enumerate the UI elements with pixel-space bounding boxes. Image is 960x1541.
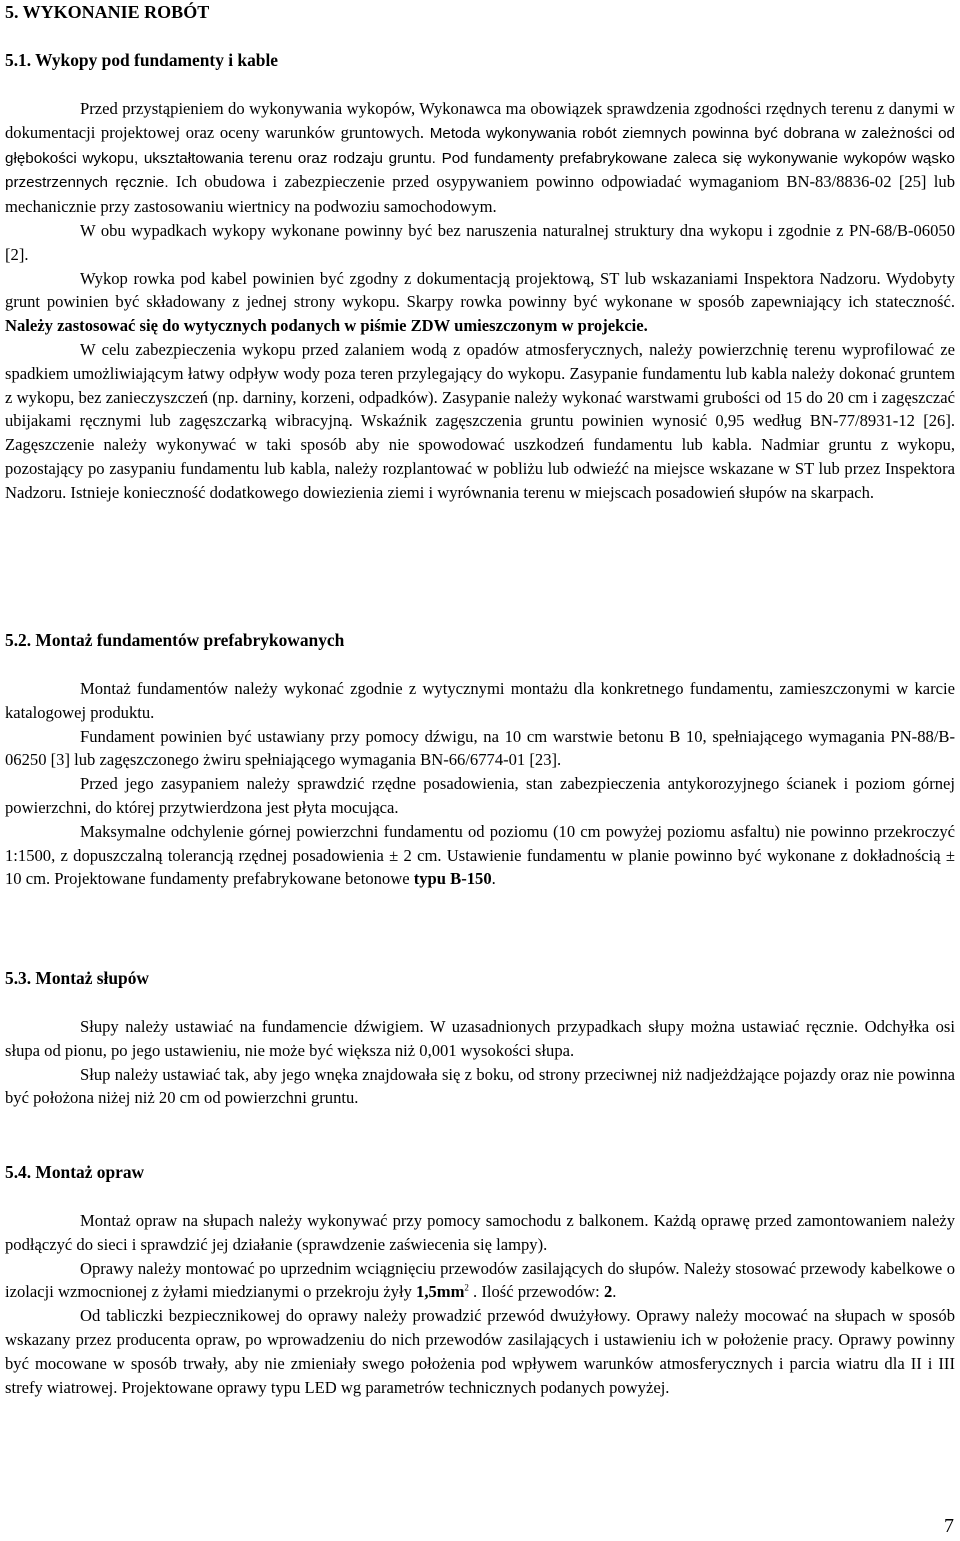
paragraph-text: Wykop rowka pod kabel powinien być zgodny z dokumentacją projektową, ST lub wskazaniami Inspektora Nadzoru. Wydobyty grunt powinien być składowany z jednej strony wykopu. Skarpy rowka powinny być wykonane w sposób zapewniający ich stateczność. [5, 268, 955, 312]
paragraph-text: Metoda wykonywania robót ziemnych powinna być dobrana w zależności od głębokości wykopu, ukształtowania terenu oraz rodzaju gruntu. Pod fundamenty prefabrykowane zaleca się wykonywanie wykopów wąsko przestrzennych ręcznie. [5, 124, 955, 192]
paragraph [5, 267, 955, 338]
superscript: 2 [464, 1282, 469, 1293]
section-title: 5.1. Wykopy pod fundamenty i kable [5, 50, 279, 70]
paragraph: Fundament powinien być ustawiany przy pomocy dźwigu, na 10 cm warstwie betonu B 10, spełniającego wymagania PN-88/B-06250 [3] lub zagęszczonego żwiru spełniającego wymagania BN-66/6774-01 [23]. [5, 726, 955, 770]
bold-type: typu B-150 [413, 869, 492, 889]
bold-value: 1,5mm [416, 1282, 465, 1302]
section-title: 5.4. Montaż opraw [5, 1162, 145, 1182]
paragraph-text: Ich obudowa i zabezpieczenie przed osypywaniem powinno odpowiadać wymaganiom BN-83/8836-02 [25] lub mechanicznie przy zastosowaniu wiertnicy na podwoziu samochodowym. [5, 172, 955, 217]
section-5-2 [5, 628, 955, 891]
paragraph: Od tabliczki bezpiecznikowej do oprawy należy prowadzić przewód dwużyłowy. Oprawy należy mocować na słupach w sposób wskazany przez producenta opraw, po wprowadzeniu do nich przewodów zasilających i ustawieniu ich w położenie pracy. Oprawy powinny być mocowane w sposób trwały, aby nie zmieniały swego położenia pod wpływem warunków atmosferycznych i parcia wiatru dla II i III strefy wiatrowej. Projektowane oprawy typu LED wg parametrów technicznych podanych powyżej. [5, 1306, 955, 1397]
paragraph: Słup należy ustawiać tak, aby jego wnęka znajdowała się z boku, od strony przeciwnej niż nadjeżdżające pojazdy oraz nie powinna być położona niżej niż 20 cm od powierzchni gruntu. [5, 1064, 955, 1108]
paragraph: W obu wypadkach wykopy wykonane powinny być bez naruszenia naturalnej struktury dna wykopu i zgodnie z PN-68/B-06050 [2]. [5, 220, 955, 264]
section-5-1 [5, 48, 955, 505]
paragraph: Montaż opraw na słupach należy wykonywać przy pomocy samochodu z balkonem. Każdą oprawę przed zamontowaniem należy podłączyć do sieci i sprawdzić jej działanie (sprawdzenie zaświecenia się lampy). [5, 1211, 955, 1254]
paragraph: W celu zabezpieczenia wykopu przed zalaniem wodą z opadów atmosferycznych, należy powierzchnię terenu wyprofilować ze spadkiem umożliwiającym łatwy odpływ wody poza teren przylegający do wykopu. Zasypanie fundamentu lub kabla należy dokonać gruntem z wykopu, bez zanieczyszczeń (np. darniny, korzeni, odpadków). Zasypanie należy wykonać warstwami grubości od 15 do 20 cm i zagęszczać ubijakami ręcznymi lub zagęszczarką wibracyjną. Wskaźnik zagęszczenia gruntu powinien wynosić 0,95 według BN-77/8931-12 [26]. Zagęszczenie należy wykonywać w taki sposób aby nie spowodować uszkodzeń fundamentu lub kabla. Nadmiar gruntu z wykopu, pozostający po zasypaniu fundamentu lub kabla, należy rozplantować w pobliżu lub odwieźć na miejsce wskazane w ST lub przez Inspektora Nadzoru. Istnieje konieczność dodatkowego dowiezienia ziemi i wyrównania terenu w miejscach posadowień słupów na skarpach. [5, 339, 955, 502]
paragraph [5, 1257, 955, 1305]
paragraph [5, 97, 955, 219]
paragraph: Montaż fundamentów należy wykonać zgodnie z wytycznymi montażu dla konkretnego fundamentu, zamieszczonymi w karcie katalogowej produktu. [5, 679, 955, 722]
paragraph [5, 820, 955, 891]
paragraph-text: Przed przystąpieniem do wykonywania wykopów, Wykonawca ma obowiązek sprawdzenia zgodności rzędnych terenu z danymi w dokumentacji projektowej oraz oceny warunków gruntowych. [5, 99, 955, 142]
bold-note: Należy zastosować się do wytycznych podanych w piśmie ZDW umieszczonym w projekcie. [5, 316, 648, 336]
section-5-3 [5, 966, 955, 1110]
page-number: 7 [944, 1515, 954, 1538]
paragraph: Słupy należy ustawiać na fundamencie dźwigiem. W uzasadnionych przypadkach słupy można ustawiać ręcznie. Odchyłka osi słupa od pionu, po jego ustawieniu, nie może być większa niż 0,001 wysokości słupa. [5, 1017, 955, 1060]
section-5-4 [5, 1160, 955, 1399]
paragraph-text: Maksymalne odchylenie górnej powierzchni fundamentu od poziomu (10 cm powyżej poziomu asfaltu) nie powinno przekroczyć 1:1500, z dopuszczalną tolerancją rzędnej posadowienia ± 2 cm. Ustawienie fundamentu w planie powinno być wykonane z dokładnością ± 10 cm. Projektowane fundamenty prefabrykowane betonowe [5, 821, 955, 889]
section-title: 5.2. Montaż fundamentów prefabrykowanych [5, 630, 345, 650]
paragraph-text: . [491, 869, 496, 889]
chapter-heading: 5. WYKONANIE ROBÓT [5, 2, 210, 22]
paragraph-text: Oprawy należy montować po uprzednim wciągnięciu przewodów zasilających do słupów. Należy stosować przewody kabelkowe o izolacji wzmocnionej z żyłami miedzianymi o przekroju żyły [5, 1258, 955, 1302]
paragraph-text: . [612, 1282, 617, 1302]
section-title: 5.3. Montaż słupów [5, 968, 149, 988]
bold-value: 2 [603, 1282, 613, 1302]
paragraph: Przed jego zasypaniem należy sprawdzić rzędne posadowienia, stan zabezpieczenia antykorozyjnego ścianek i poziom górnej powierzchni, do której przytwierdzona jest płyta mocująca. [5, 774, 955, 817]
paragraph-text: . Ilość przewodów: [468, 1282, 604, 1302]
